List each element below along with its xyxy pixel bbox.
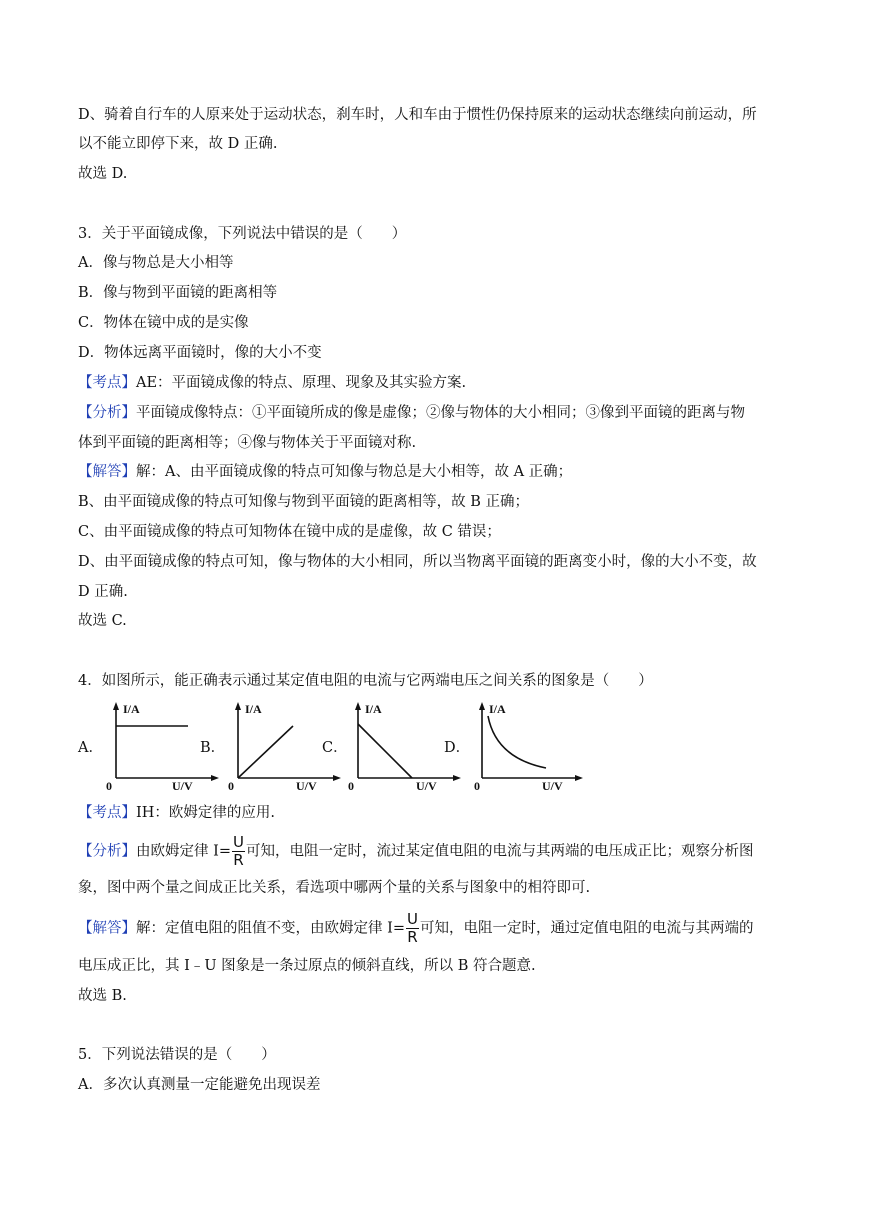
fenxi-text: 平面镜成像特点：①平面镜所成的像是虚像；②像与物体的大小相同；③像到平面镜的距离与物 [136,405,745,421]
q3-jieda-line4: D、由平面镜成像的特点可知，像与物体的大小相同，所以当物离平面镜的距离变小时，像的大小不变，故 [78,554,757,570]
x-axis-arrow-icon [211,775,219,781]
jieda-tag: 【解答】 [78,920,136,937]
origin-label: 0 [106,779,112,792]
fraction-denominator: R [407,928,418,946]
y-axis-label: I/A [365,702,382,716]
q2-option-d-line1: D、骑着自行车的人原来处于运动状态，刹车时，人和车由于惯性仍保持原来的运动状态继续向前运动，所 [78,107,757,123]
q4-fenxi-line2: 象，图中两个量之间成正比关系，看选项中哪两个量的关系与图象中的相符即可. [78,880,591,896]
ohm-fraction [406,911,419,946]
q4-answer: 故选 B. [78,988,127,1004]
fraction-numerator: U [233,833,244,851]
kaodian-tag: 【考点】 [78,805,136,821]
q3-fenxi-line2: 体到平面镜的距离相等；④像与物体关于平面镜对称. [78,435,417,451]
y-axis-label: I/A [489,702,506,716]
jieda-text-pre: 解：定值电阻的阻值不变，由欧姆定律 I= [136,920,405,937]
q2-answer: 故选 D. [78,166,128,182]
fraction-denominator: R [233,851,244,869]
x-axis-arrow-icon [453,775,461,781]
origin-label: 0 [228,779,234,792]
y-axis-arrow-icon [113,702,119,710]
x-axis-arrow-icon [575,775,583,781]
q3-jieda-line3: C、由平面镜成像的特点可知物体在镜中成的是虚像，故 C 错误； [78,524,501,540]
q4-fenxi-line1 [78,834,753,869]
q2-option-d-line2: 以不能立即停下来，故 D 正确. [78,136,278,152]
fenxi-text-pre: 由欧姆定律 I= [136,843,231,860]
jieda-text: 解：A、由平面镜成像的特点可知像与物总是大小相等，故 A 正确； [136,464,573,480]
q3-option-b: B．像与物到平面镜的距离相等 [78,285,278,301]
q3-option-a: A．像与物总是大小相等 [78,255,234,271]
q4-graph-d [468,700,588,792]
fenxi-tag: 【分析】 [78,405,136,421]
y-axis-arrow-icon [355,702,361,710]
fraction-numerator: U [407,910,418,928]
q4-stem: 4．如图所示，能正确表示通过某定值电阻的电流与它两端电压之间关系的图象是（ ） [78,673,653,689]
q3-fenxi-line1 [78,403,745,423]
x-axis-label: U/V [542,779,563,792]
graph-curve [238,726,293,778]
q4-graph-a [102,700,222,792]
q3-jieda-line2: B、由平面镜成像的特点可知像与物到平面镜的距离相等，故 B 正确； [78,494,530,510]
jieda-tag: 【解答】 [78,464,136,480]
q3-answer: 故选 C. [78,613,127,629]
q5-option-a: A．多次认真测量一定能避免出现误差 [78,1077,321,1093]
q4-jieda-line2: 电压成正比，其 I﹣U 图象是一条过原点的倾斜直线，所以 B 符合题意. [78,958,536,974]
q5-stem: 5．下列说法错误的是（ ） [78,1047,276,1063]
kaodian-text: AE：平面镜成像的特点、原理、现象及其实验方案. [136,375,467,391]
kaodian-tag: 【考点】 [78,375,136,391]
x-axis-label: U/V [296,779,317,792]
y-axis-arrow-icon [235,702,241,710]
y-axis-label: I/A [245,702,262,716]
q4-option-c-label: C． [322,740,348,756]
q3-jieda-line1 [78,462,572,482]
y-axis-arrow-icon [479,702,485,710]
origin-label: 0 [348,779,354,792]
q4-graph-b [226,700,346,792]
x-axis-label: U/V [416,779,437,792]
x-axis-label: U/V [172,779,193,792]
q3-option-c: C．物体在镜中成的是实像 [78,315,249,331]
q3-kaodian [78,373,466,393]
fenxi-text-post: 可知，电阻一定时，流过某定值电阻的电流与其两端的电压成正比；观察分析图 [245,843,754,860]
jieda-text-post: 可知，电阻一定时，通过定值电阻的电流与其两端的 [419,920,754,937]
kaodian-text: IH：欧姆定律的应用. [136,805,275,821]
q4-jieda-line1 [78,911,753,946]
y-axis-label: I/A [123,702,140,716]
q3-jieda-line5: D 正确. [78,584,128,600]
q3-stem: 3．关于平面镜成像，下列说法中错误的是（ ） [78,226,407,242]
q3-option-d: D．物体远离平面镜时，像的大小不变 [78,345,322,361]
q4-option-a-label: A． [78,740,103,756]
q4-option-d-label: D． [444,740,471,756]
q4-graph-c [346,700,466,792]
q4-kaodian [78,803,275,823]
fenxi-tag: 【分析】 [78,843,136,860]
origin-label: 0 [474,779,480,792]
graph-curve [358,724,412,778]
x-axis-arrow-icon [333,775,341,781]
ohm-fraction [232,834,245,869]
graph-curve [488,716,546,768]
q4-option-b-label: B． [200,740,226,756]
